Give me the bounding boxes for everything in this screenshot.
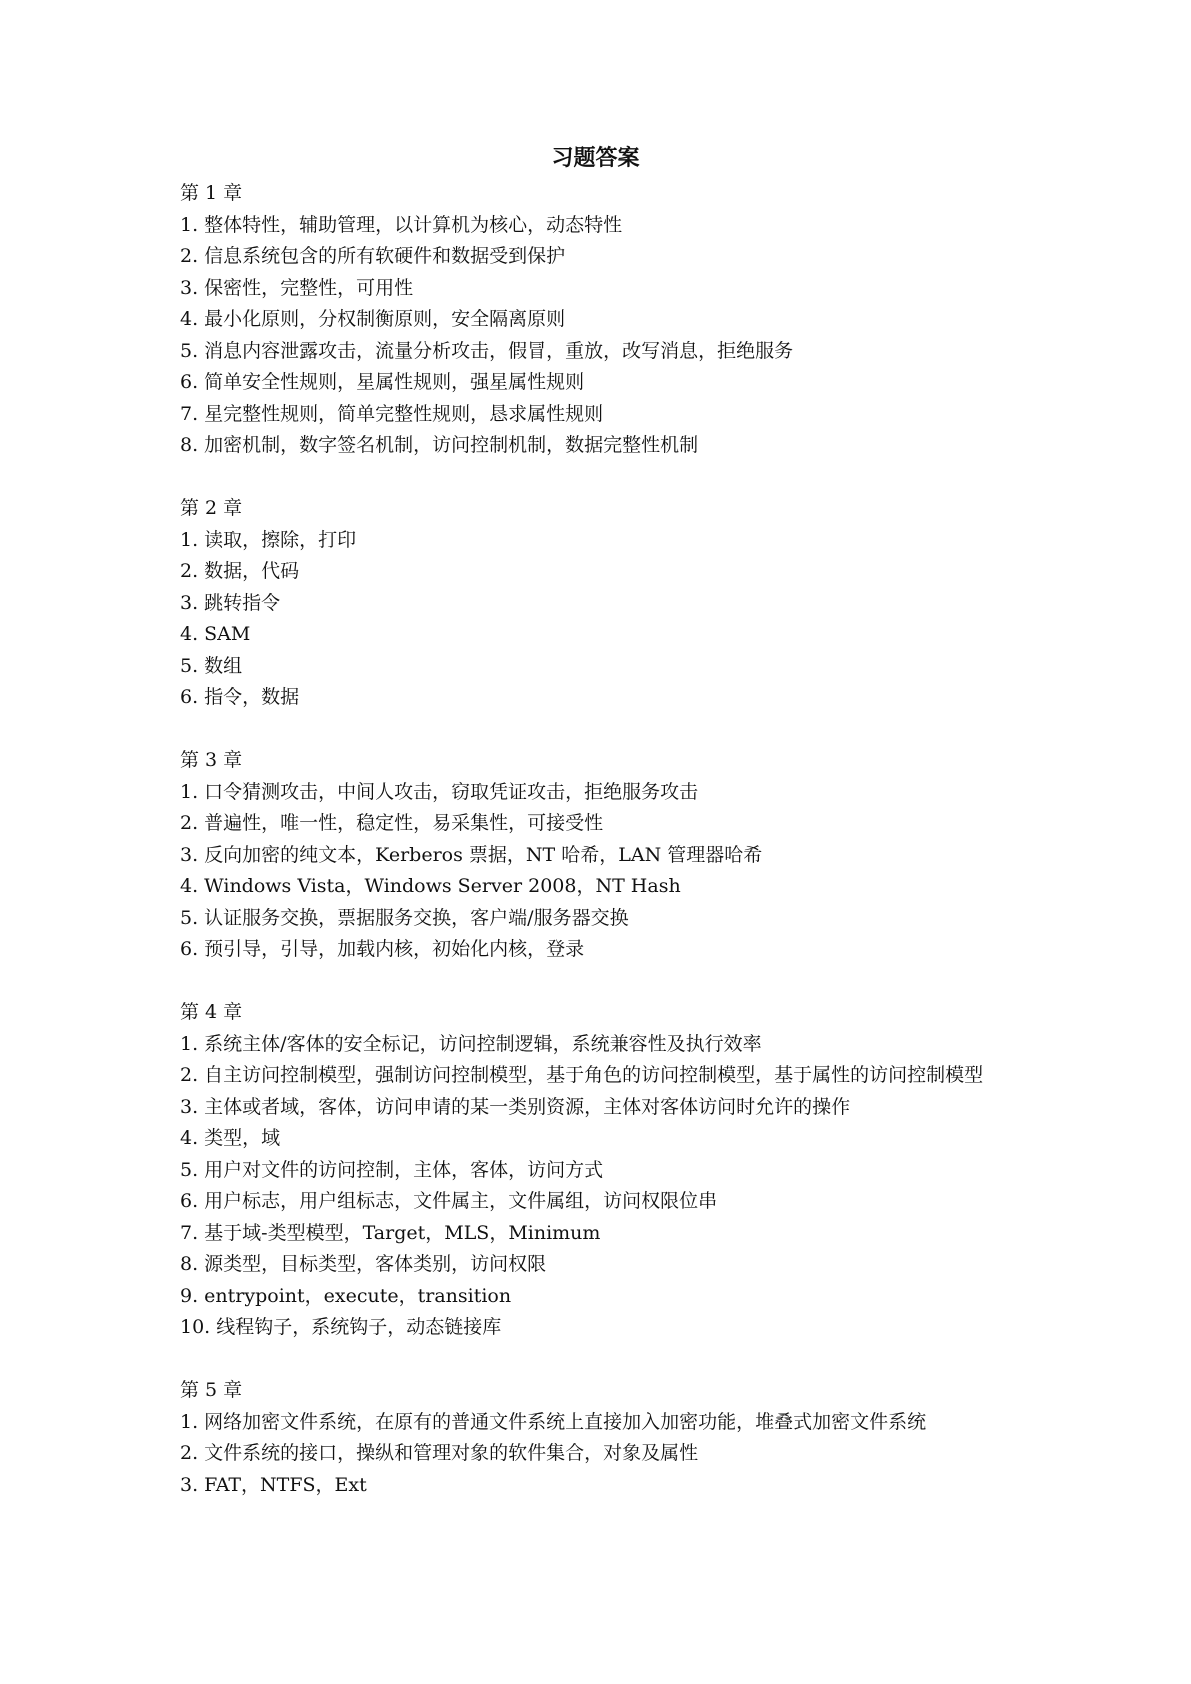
document-title: 习题答案: [551, 146, 640, 171]
chapter-heading: 第 1 章: [180, 182, 243, 204]
answer-item: 4. 类型，域: [180, 1127, 281, 1149]
answer-list: [180, 1029, 1020, 1344]
answer-item: 8. 源类型，目标类型，客体类别，访问权限: [180, 1253, 547, 1275]
answer-content: [180, 178, 1020, 1501]
answer-item: 6. 预引导，引导，加载内核，初始化内核，登录: [180, 938, 585, 960]
chapter-heading: 第 4 章: [180, 1001, 243, 1023]
answer-item: 4. SAM: [180, 623, 251, 645]
chapter-4: [180, 997, 1020, 1344]
chapter-2: [180, 493, 1020, 714]
answer-item: 2. 数据，代码: [180, 560, 300, 582]
answer-item: 5. 消息内容泄露攻击，流量分析攻击，假冒，重放，改写消息，拒绝服务: [180, 339, 794, 362]
answer-item: 4. 最小化原则，分权制衡原则，安全隔离原则: [180, 308, 566, 330]
answer-item: 3. 反向加密的纯文本，Kerberos 票据，NT 哈希，LAN 管理器哈希: [180, 843, 763, 866]
answer-item: 1. 读取，擦除，打印: [180, 528, 357, 551]
chapter-3: [180, 745, 1020, 966]
answer-list: [180, 210, 1020, 462]
answer-item: 1. 系统主体/客体的安全标记，访问控制逻辑，系统兼容性及执行效率: [180, 1032, 762, 1055]
answer-list: [180, 777, 1020, 966]
answer-item: 2. 普遍性，唯一性，稳定性，易采集性，可接受性: [180, 812, 604, 834]
answer-list: [180, 525, 1020, 714]
answer-item: 3. 保密性，完整性，可用性: [180, 276, 414, 299]
answer-item: 7. 基于域-类型模型，Target，MLS，Minimum: [180, 1221, 601, 1244]
answer-item: 3. FAT，NTFS，Ext: [180, 1473, 367, 1496]
chapter-heading: 第 5 章: [180, 1379, 243, 1401]
answer-item: 9. entrypoint，execute，transition: [180, 1284, 512, 1307]
answer-item: 2. 文件系统的接口，操纵和管理对象的软件集合，对象及属性: [180, 1442, 699, 1464]
answer-item: 5. 认证服务交换，票据服务交换，客户端/服务器交换: [180, 906, 629, 929]
answer-item: 1. 网络加密文件系统，在原有的普通文件系统上直接加入加密功能，堆叠式加密文件系统: [180, 1410, 927, 1433]
answer-item: 4. Windows Vista，Windows Server 2008，NT Hash: [180, 875, 681, 897]
answer-item: 7. 星完整性规则，简单完整性规则，恳求属性规则: [180, 402, 604, 425]
answer-item: 3. 跳转指令: [180, 591, 281, 614]
answer-item: 2. 信息系统包含的所有软硬件和数据受到保护: [180, 245, 566, 267]
answer-item: 5. 用户对文件的访问控制，主体，客体，访问方式: [180, 1158, 604, 1181]
answer-item: 6. 指令，数据: [180, 686, 300, 708]
chapter-1: [180, 178, 1020, 462]
answer-item: 1. 口令猜测攻击，中间人攻击，窃取凭证攻击，拒绝服务攻击: [180, 780, 699, 803]
answer-item: 2. 自主访问控制模型，强制访问控制模型，基于角色的访问控制模型，基于属性的访问控制模型: [180, 1064, 984, 1086]
chapter-heading: 第 2 章: [180, 497, 243, 519]
answer-item: 10. 线程钩子，系统钩子，动态链接库: [180, 1316, 502, 1338]
answer-item: 5. 数组: [180, 654, 243, 677]
answer-item: 6. 简单安全性规则，星属性规则，强星属性规则: [180, 371, 585, 393]
answer-list: [180, 1407, 1020, 1502]
answer-item: 6. 用户标志，用户组标志，文件属主，文件属组，访问权限位串: [180, 1190, 718, 1212]
answer-item: 1. 整体特性，辅助管理，以计算机为核心，动态特性: [180, 213, 623, 236]
answer-item: 3. 主体或者域，客体，访问申请的某一类别资源，主体对客体访问时允许的操作: [180, 1095, 851, 1118]
chapter-heading: 第 3 章: [180, 749, 243, 771]
chapter-5: [180, 1375, 1020, 1501]
answer-item: 8. 加密机制，数字签名机制，访问控制机制，数据完整性机制: [180, 434, 699, 456]
